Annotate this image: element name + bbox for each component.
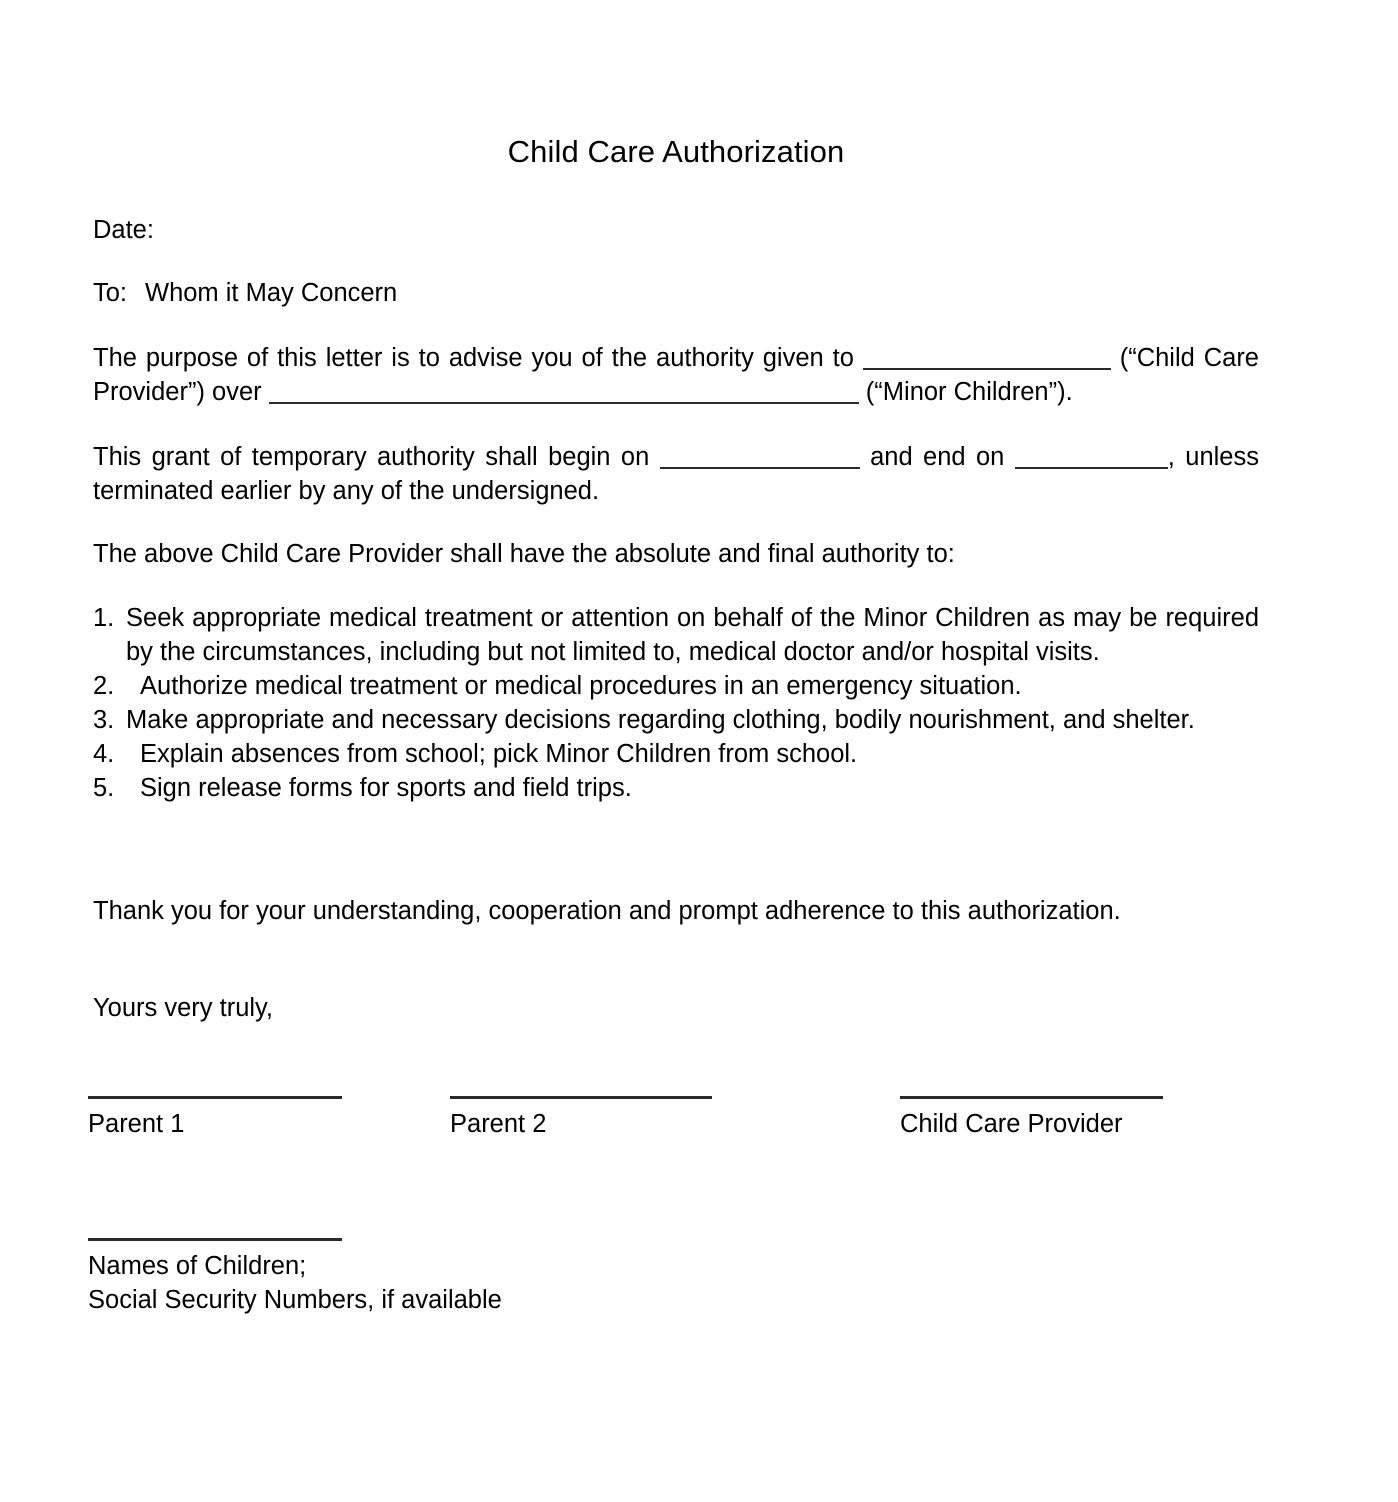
children-names-block <box>88 1238 648 1317</box>
list-item <box>93 771 1259 805</box>
signature-block-parent-2 <box>450 1096 712 1141</box>
authority-list-wrapper <box>93 601 1259 805</box>
signature-row <box>0 1096 1398 1166</box>
list-item-text: Sign release forms for sports and field trips. <box>140 774 632 802</box>
list-item-text: Authorize medical treatment or medical procedures in an emergency situation. <box>140 672 1022 700</box>
signature-block-child-care-provider <box>900 1096 1163 1141</box>
duration-paragraph <box>93 440 1259 508</box>
duration-text-b: and end on <box>859 443 1015 471</box>
closing-line: Yours very truly, <box>93 994 273 1022</box>
purpose-paragraph <box>93 341 1259 409</box>
purpose-text-a: The purpose of this letter is to advise you of the authority given to <box>93 344 863 372</box>
authority-list <box>93 601 1259 805</box>
recipient-line <box>93 276 1259 310</box>
end-date-blank[interactable] <box>1015 447 1168 469</box>
list-item-text: Explain absences from school; pick Minor Children from school. <box>140 740 858 768</box>
list-item-number: 4. <box>93 740 115 768</box>
signature-line[interactable] <box>900 1096 1163 1099</box>
date-label: Date: <box>93 216 154 244</box>
provider-name-blank[interactable] <box>863 348 1111 370</box>
children-names-line[interactable] <box>88 1238 342 1241</box>
children-names-label: Names of Children; <box>88 1252 307 1280</box>
begin-date-blank[interactable] <box>660 447 860 469</box>
purpose-text-c: (“Minor Children”). <box>858 378 1073 406</box>
list-item-number: 2. <box>93 672 115 700</box>
authority-intro: The above Child Care Provider shall have the absolute and final authority to: <box>93 540 955 568</box>
signature-label: Parent 2 <box>450 1110 547 1138</box>
duration-text-a: This grant of temporary authority shall begin on <box>93 443 660 471</box>
minor-children-blank[interactable] <box>269 382 859 404</box>
signature-block-parent-1 <box>88 1096 342 1141</box>
date-line <box>93 213 1259 247</box>
list-item-number: 1. <box>93 604 115 632</box>
list-item-number: 3. <box>93 706 115 734</box>
signature-line[interactable] <box>450 1096 712 1099</box>
list-item <box>93 669 1259 703</box>
thank-you-paragraph: Thank you for your understanding, cooperation and prompt adherence to this authorization. <box>93 897 1121 925</box>
list-item-text: Seek appropriate medical treatment or attention on behalf of the Minor Children as may be required by the circumstances, including but not limited to, medical doctor and/or hospital visits. <box>126 604 1259 666</box>
to-value: Whom it May Concern <box>145 279 398 307</box>
list-item-text: Make appropriate and necessary decisions regarding clothing, bodily nourishment, and shelter. <box>126 706 1195 734</box>
children-ssn-label: Social Security Numbers, if available <box>88 1286 502 1314</box>
to-label: To: <box>93 279 128 307</box>
signature-label: Parent 1 <box>88 1110 185 1138</box>
duration-text-c: , unless terminated earlier by any of the undersigned. <box>93 443 1259 505</box>
signature-line[interactable] <box>88 1096 342 1099</box>
list-item <box>93 737 1259 771</box>
page-title: Child Care Authorization <box>507 134 845 169</box>
list-item <box>93 703 1259 737</box>
purpose-text-b: (“Child Care Provider”) over <box>93 344 1259 406</box>
signature-label: Child Care Provider <box>900 1110 1123 1138</box>
list-item <box>93 601 1259 669</box>
list-item-number: 5. <box>93 774 115 802</box>
